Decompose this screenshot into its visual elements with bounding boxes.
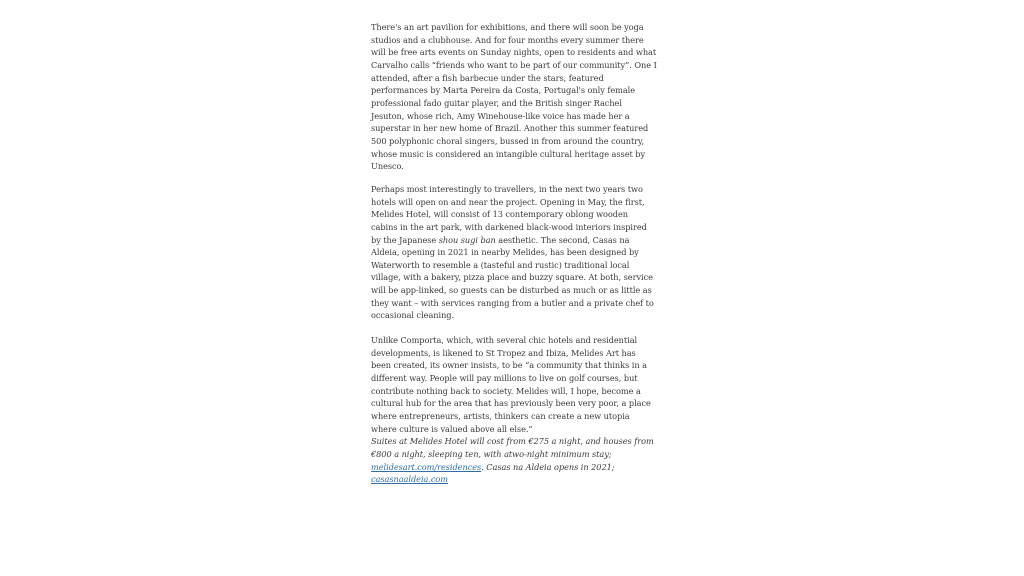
footnote-text: Suites at Melides Hotel will cost from €275 a night, and houses from €800 a night, sleeping ten, with atwo-night minimum stay; [371, 436, 654, 459]
footnote-text: . Casas na Aldeia opens in 2021; [481, 461, 615, 472]
article-paragraph: Unlike Comporta, which, with several chic hotels and residential developments, is likened to St Tropez and Ibiza, Melides Art has been created, its owner insists, to be “a community that thinks in a different way. People will pay millions to live on golf courses, but contribute nothing back to society. Melides will, I hope, become a cultural hub for the area that has previously been very poor, a place where entrepreneurs, artists, thinkers can create a new utopia where culture is valued above all else.” [371, 335, 651, 434]
article-body [371, 21, 657, 486]
paragraph-text: aesthetic. The second, Casas na Aldeia, opening in 2021 in nearby Melides, has been designed by Waterworth to resemble a (tasteful and rustic) traditional local village, with a bakery, pizza place and buzzy square. At both, service will be app-linked, so guests can be disturbed as much or as little as they want – with services ranging from a butler and a private chef to occasional cleaning. [371, 234, 654, 321]
article-paragraph: There's an art pavilion for exhibitions, and there will soon be yoga studios and a clubhouse. And for four months every summer there will be free arts events on Sunday nights, open to residents and what Carvalho calls “friends who want to be part of our community”. One I attended, after a fish barbecue under the stars, featured performances by Marta Pereira da Costa, Portugal's only female professional fado guitar player, and the British singer Rachel Jesuton, whose rich, Amy Winehouse-like voice has made her a superstar in her new home of Brazil. Another this summer featured 500 polyphonic choral singers, bussed in from around the country, whose music is considered an intangible cultural heritage asset by Unesco. [371, 22, 657, 172]
casas-link[interactable]: casasnaaldeia.com [371, 474, 449, 485]
article-paragraph [371, 183, 657, 322]
footnote [371, 435, 657, 486]
residences-link[interactable]: melidesart.com/residences [371, 461, 482, 472]
paragraph-text: Perhaps most interestingly to travellers, in the next two years two hotels will open on and near the project. Opening in May, the first, Melides Hotel, will consist of 13 contemporary oblong wooden cabins in the art park, with darkened black-wood interiors inspired by the Japanese [371, 183, 647, 245]
italic-term: shou sugi ban [438, 234, 496, 245]
